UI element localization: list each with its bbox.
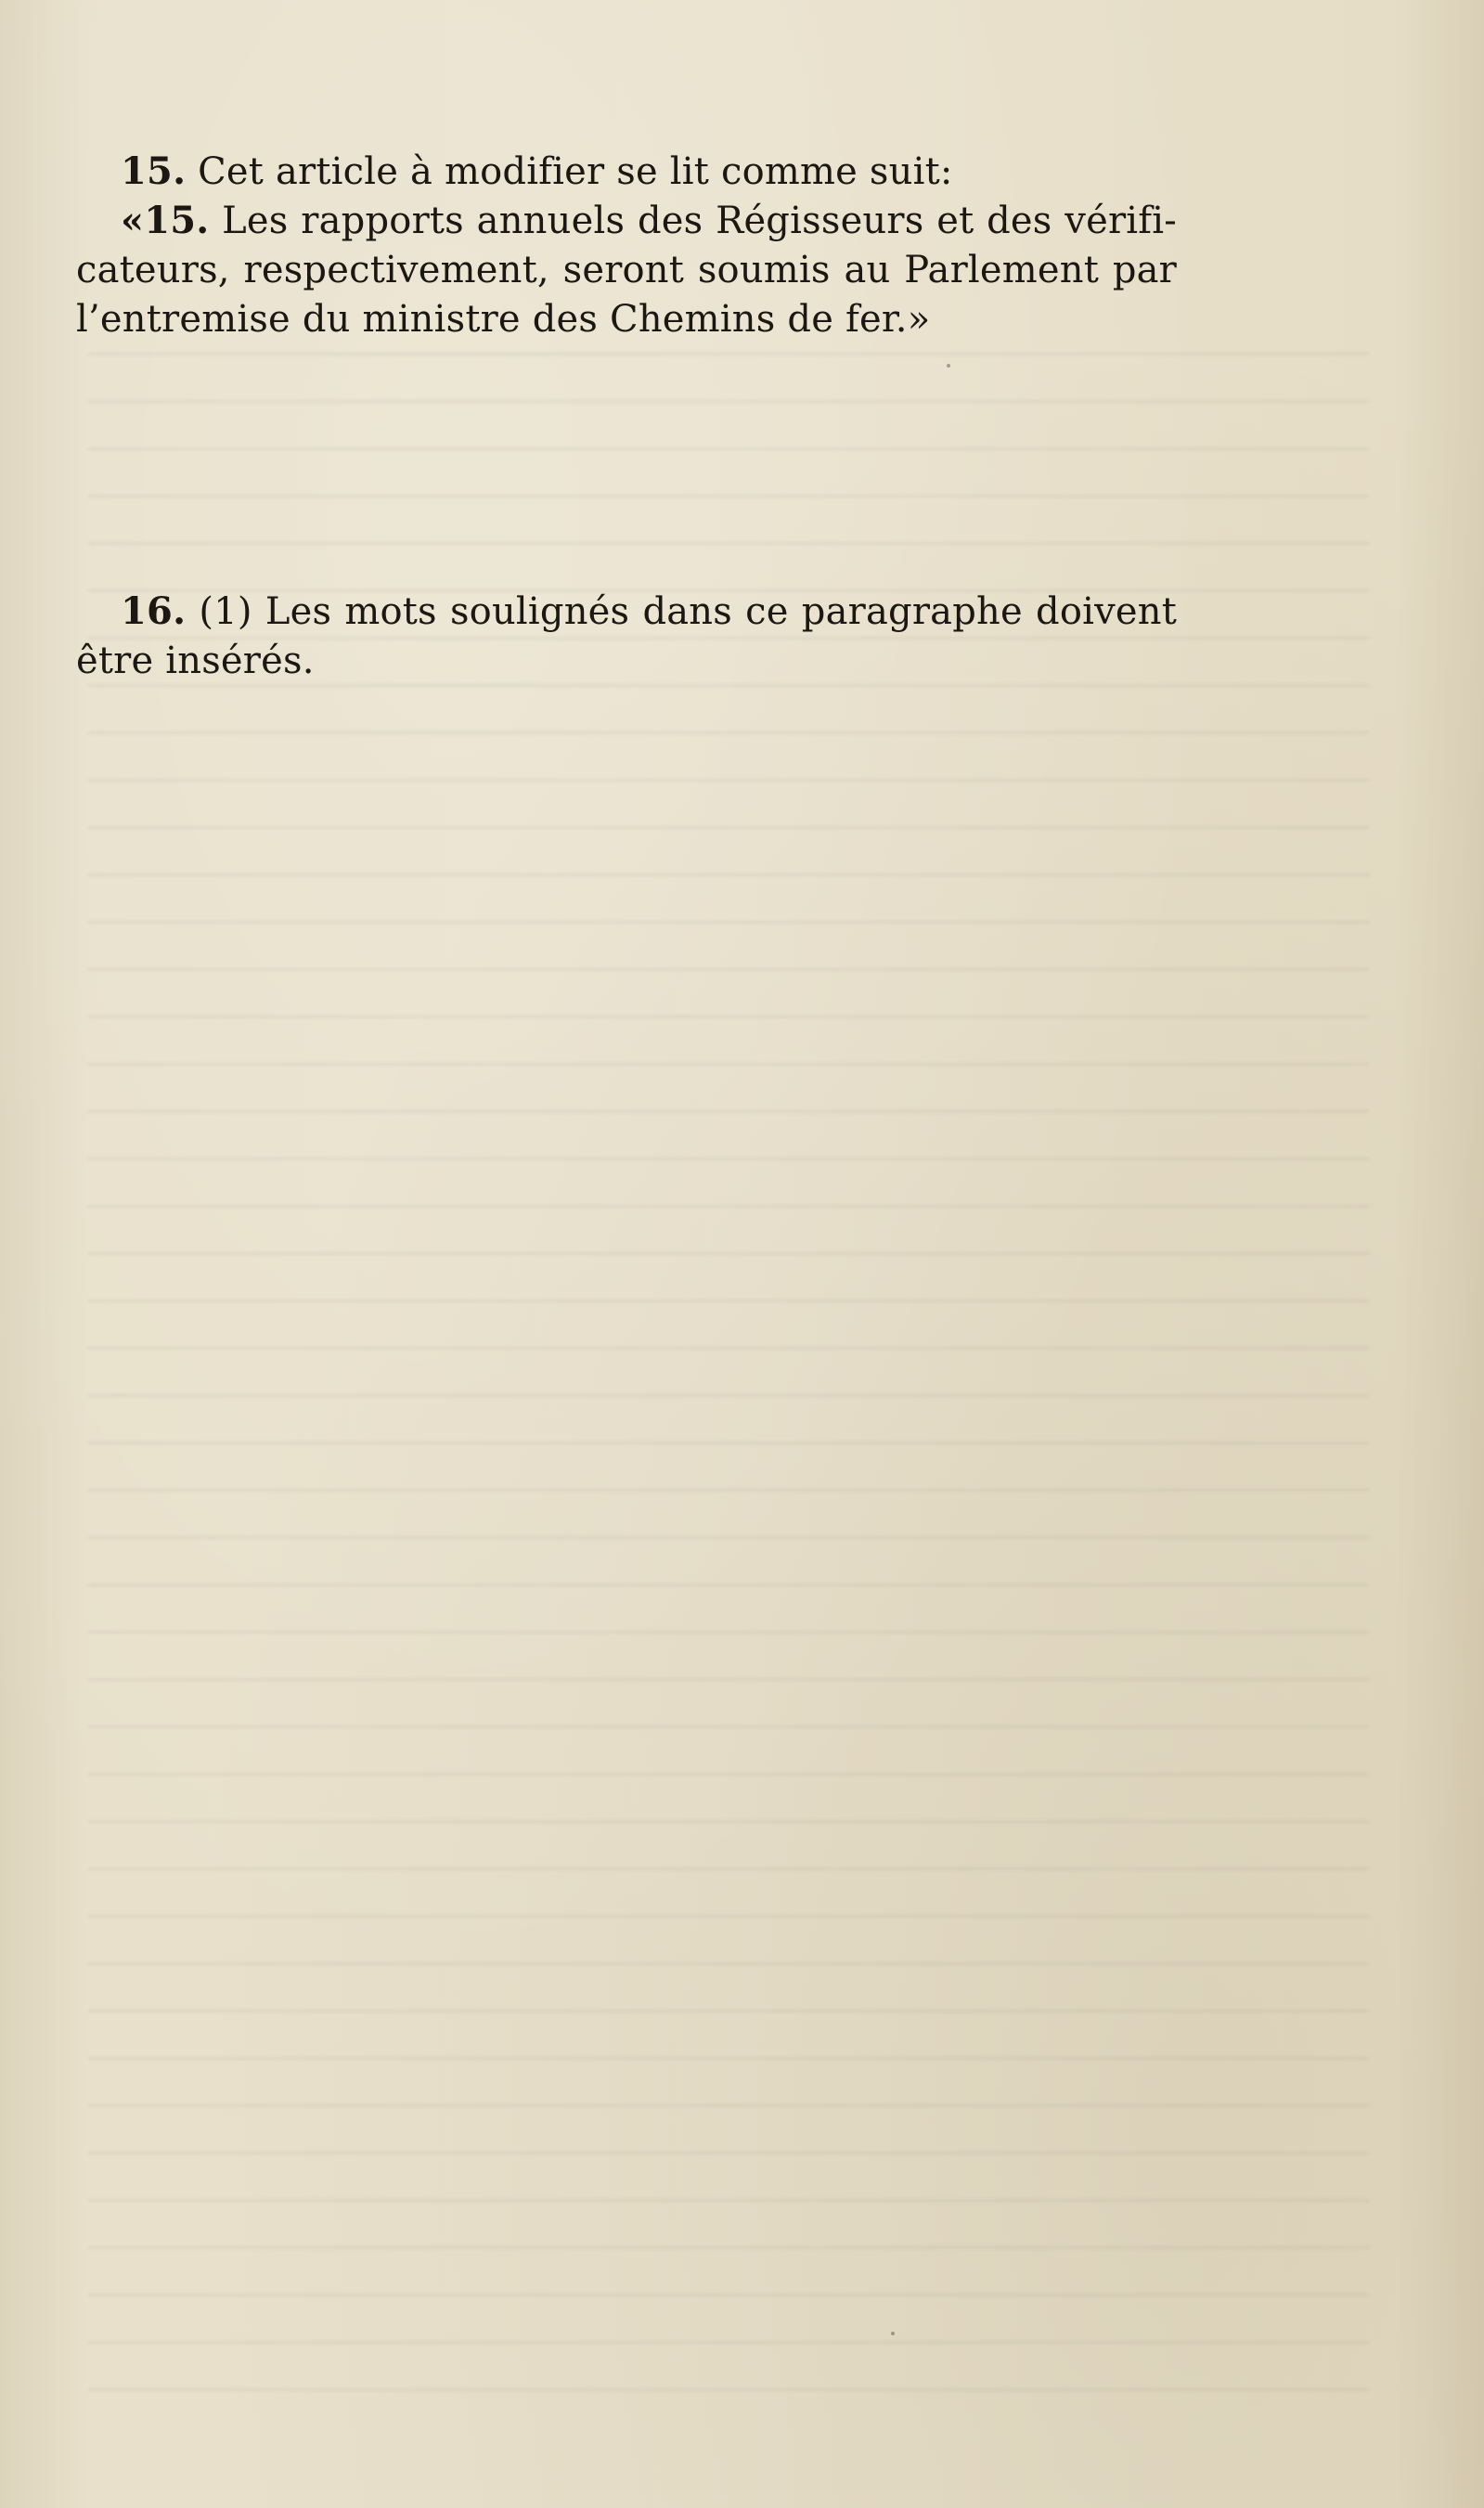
amended-text-line: cateurs, respectivement, seront soumis au Parlement par <box>76 249 1177 291</box>
section-number: «15. <box>121 199 210 242</box>
section-16 <box>76 587 1177 686</box>
amended-text-line: l’entremise du ministre des Chemins de fer.» <box>76 298 931 341</box>
paper-speck <box>947 364 950 368</box>
amended-text-line: «15. Les rapports annuels des Régisseurs et des vérifi- <box>121 199 1177 242</box>
section-number: 15. <box>121 149 187 193</box>
section-16-line: être insérés. <box>76 640 315 682</box>
paper-speck <box>891 2332 895 2335</box>
section-text: Cet article à modifier se lit comme suit: <box>198 150 953 193</box>
section-number: 16. <box>121 589 187 633</box>
section-15-amended-text <box>76 196 1177 344</box>
section-16-line: 16. (1) Les mots soulignés dans ce paragraphe doivent <box>121 589 1177 633</box>
section-15-intro <box>76 147 1177 197</box>
